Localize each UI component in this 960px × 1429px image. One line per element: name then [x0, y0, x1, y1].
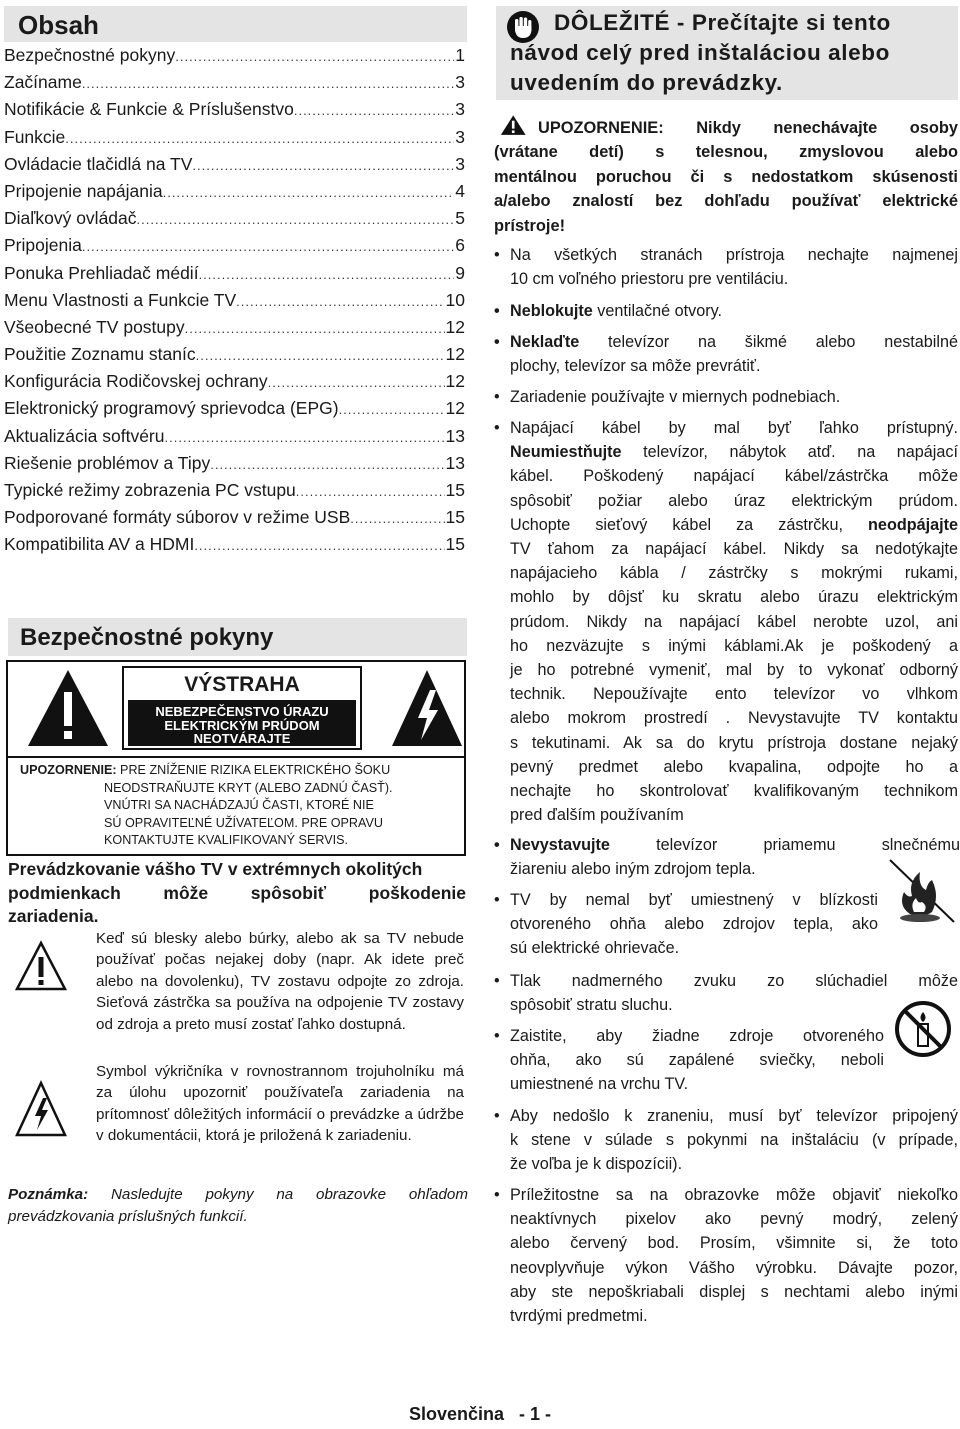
extreme-word: spôsobiť [250, 882, 327, 903]
toc-entry-page: 5 [455, 208, 465, 229]
toc-entry-title: Aktualizácia softvéru [4, 425, 165, 446]
toc-entry-title: Kompatibilita AV a HDMI [4, 534, 195, 555]
bullet-line: ventilačné otvory. [592, 302, 723, 320]
bullet-line: televízor priamemu slnečnému [609, 836, 960, 854]
toc-entry-page: 15 [445, 507, 465, 528]
toc-entry[interactable] [4, 232, 465, 259]
toc-entry-page: 12 [445, 316, 465, 337]
toc-entry-page: 12 [445, 371, 465, 392]
toc-entry-title: Elektronický programový sprievodca (EPG) [4, 398, 339, 419]
toc-dot-leader [82, 70, 454, 97]
toc-entry-page: 3 [455, 126, 465, 147]
toc-entry-title: Ovládacie tlačidlá na TV [4, 153, 193, 174]
symbol-paragraph: Symbol výkričníka v rovnostrannom trojuholníku má za úlohu upozorniť používateľa zariadenia na prítomnosť dôležitých informácií o prevádzke a údržbe v dokumentácii, ktorá je priložená k zariadeniu. [96, 1063, 464, 1145]
toc-entry-title: Bezpečnostné pokyny [4, 45, 176, 65]
bullet-line: 10 cm voľného priestoru pre ventiláciu. [510, 270, 789, 289]
bullet-list-item: • Príležitostne sa na obrazovke môže objaviť niekoľko neaktívnych pixelov ako pevný modrý, zelený alebo červený bod. Prosím, všimnite si, že toto neovplyvňuje výkon Vášho výrobku. Dávajte pozor, aby ste nepoškriabali displej s nechtami alebo inými tvrdými predmetmi. [494, 1183, 958, 1328]
bullet-line: televízor, nábytok atď. na napájací [621, 443, 958, 462]
no-heat-source-icon [884, 856, 958, 926]
toc-entry-title: Konfigurácia Rodičovskej ochrany [4, 371, 268, 392]
bullet-line: neovplyvňuje výkon Vášho výrobku. Dávajte pozor, [510, 1258, 958, 1277]
toc-dot-leader [296, 478, 445, 505]
caution-persons-paragraph [494, 116, 958, 238]
toc-entry-title: Diaľkový ovládač [4, 208, 137, 229]
exclamation-triangle-icon [26, 668, 110, 748]
toc-dot-leader [294, 97, 454, 124]
bullet-line: prúdom. Nikdy na napájací kábel nerobte uzol, ani [510, 612, 958, 631]
bullet-line: tvrdými predmetmi. [510, 1307, 648, 1326]
toc-entry-page: 1 [455, 45, 465, 65]
toc-entry-title: Všeobecné TV postupy [4, 316, 185, 337]
toc-entry[interactable] [4, 205, 465, 232]
bullet-line: že voľba je k dispozícii). [510, 1155, 683, 1174]
warning-label-top [8, 662, 464, 758]
important-line: uvedením do prevádzky. [510, 70, 783, 95]
caution-line: mentálnou poruchou či s nedostatkom skúsenosti [494, 167, 958, 186]
caution-line: UPOZORNENIE: Nikdy nenechávajte osoby [538, 119, 958, 137]
toc-entry[interactable] [4, 450, 465, 477]
toc-entry-page: 12 [445, 344, 465, 365]
bullet-line: Na všetkých stranách prístroja nechajte najmenej [510, 246, 958, 264]
caution-label: UPOZORNENIE: [20, 763, 117, 777]
toc-entry-title: Menu Vlastnosti a Funkcie TV [4, 289, 237, 310]
lightning-storm-paragraph: Keď sú blesky alebo búrky, alebo ak sa TV nebude používať počas nejakej doby (napr. Ak idete preč alebo na dovolenku), TV zostavu odpojte zo zdroja. Sieťová zástrčka sa používa na odpojenie TV zostavy od zdroja a preto musí zostať ľahko dostupná. [96, 930, 464, 1033]
bullet-bold: Neklaďte [510, 333, 580, 351]
bullet-line: TV by nemal byť umiestnený v blízkosti [510, 891, 878, 909]
warning-title-box [122, 666, 362, 750]
caution-line: prístroje! [494, 216, 566, 235]
bullet-line: žiareniu alebo iným zdrojom tepla. [510, 860, 756, 879]
warning-black-line: NEOTVÁRAJTE [193, 731, 291, 746]
bullet-line: Aby nedošlo k zraneniu, musí byť televízor pripojený [510, 1107, 958, 1125]
bullet-list-item: • Zariadenie používajte v miernych podnebiach. [494, 385, 958, 409]
toc-entry-title: Funkcie [4, 126, 66, 147]
toc-dot-leader [175, 43, 454, 70]
important-banner [496, 6, 958, 100]
caution-line: SÚ OPRAVITEĽNÉ UŽÍVATEĽOM. PRE OPRAVU [104, 815, 383, 830]
bullet-list-item: • TV by nemal byť umiestnený v blízkosti otvoreného ohňa alebo zdrojov tepla, ako sú elektrické ohrievače. [494, 888, 878, 961]
bullet-line: alebo mokrom prostredí . Nevystavujte TV kontaktu [510, 709, 958, 728]
important-line: DÔLEŽITÉ - Prečítajte si tento [554, 10, 891, 35]
warning-title: VÝSTRAHA [184, 673, 300, 696]
toc-entry-page: 3 [455, 99, 465, 120]
toc-dot-leader [196, 342, 445, 369]
bullet-line: ohňa, ako sú zapálené sviečky, neboli [510, 1051, 884, 1070]
extreme-word: poškodenie [368, 882, 466, 903]
toc-entry[interactable] [4, 178, 465, 205]
warning-black-panel [128, 700, 356, 746]
toc-dot-leader [194, 532, 444, 559]
bullet-list-item: • Neklaďte televízor na šikmé alebo nestabilné plochy, televízor sa môže prevrátiť. [494, 330, 958, 378]
caution-line: KONTAKTUJTE KVALIFIKOVANÝ SERVIS. [104, 833, 349, 848]
exclamation-outline-icon [14, 940, 68, 992]
bullet-line: ho nezväzujte s inými káblami.Ak je poškodený a [510, 636, 958, 655]
toc-entry[interactable] [4, 395, 465, 422]
toc-entry-page: 12 [445, 398, 465, 419]
bullet-line: Uchopte sieťový kábel za zástrčku, [510, 515, 869, 534]
lightning-triangle-icon [390, 668, 464, 748]
toc-dot-leader [350, 505, 444, 532]
caution-line: a/alebo znalostí bez dohľadu používať elektrické [494, 192, 958, 211]
important-line: návod celý pred inštaláciou alebo [510, 40, 890, 65]
toc-entry-title: Typické režimy zobrazenia PC vstupu [4, 480, 296, 500]
bullet-list-item: • Tlak nadmerného zvuku zo slúchadiel môže spôsobiť stratu sluchu. [494, 969, 958, 1017]
caution-line: PRE ZNÍŽENIE RIZIKA ELEKTRICKÉHO ŠOKU [116, 763, 391, 777]
bullet-bold: Neblokujte [510, 302, 593, 320]
warning-caution-text [20, 762, 460, 850]
note-label: Poznámka: [8, 1186, 89, 1203]
toc-entry-page: 3 [455, 153, 465, 174]
bullet-line: TV ťahom za napájací kábel. Nikdy sa nedotýkajte [510, 540, 958, 559]
toc-dot-leader [163, 179, 455, 206]
toc-entry[interactable] [4, 96, 465, 123]
bullet-line: napájacieho kábla / zástrčky s mokrými rukami, [510, 564, 958, 583]
bullet-line: s tekutinami. Ak sa do krytu prístroja dostane nejaký [510, 733, 958, 752]
toc-entry[interactable] [4, 151, 465, 178]
extreme-conditions-heading [8, 858, 466, 929]
page-footer: Slovenčina - 1 - [408, 1404, 552, 1424]
toc-entry-page: 13 [445, 425, 465, 446]
warning-black-line: ELEKTRICKÝM PRÚDOM [164, 717, 320, 733]
toc-heading: Obsah [4, 6, 467, 42]
bullet-line: aby ste nepoškriabali displej s nechtami alebo inými [510, 1282, 958, 1301]
table-of-contents [4, 42, 465, 559]
toc-dot-leader [268, 369, 445, 396]
bullet-line: je ho potrebné vymeniť, mal by to vykonať odborný [510, 661, 958, 680]
toc-dot-leader [185, 315, 445, 342]
bullet-list-item: • Zaistite, aby žiadne zdroje otvoreného ohňa, ako sú zapálené sviečky, neboli umiestnené na vrchu TV. [494, 1024, 884, 1097]
note-text: Nasledujte pokyny na obrazovke ohľadom prevádzkovania príslušných funkcií. [8, 1186, 468, 1225]
no-candle-icon [894, 1000, 952, 1058]
toc-dot-leader [339, 396, 445, 423]
bullet-line: Zariadenie používajte v miernych podnebiach. [510, 388, 841, 406]
toc-dot-leader [137, 206, 455, 233]
toc-entry[interactable] [4, 504, 465, 531]
extreme-line-justified [8, 882, 466, 906]
toc-entry-page: 6 [455, 235, 465, 256]
warning-label-box [6, 660, 466, 856]
toc-entry-page: 3 [455, 72, 465, 93]
toc-entry[interactable] [4, 69, 465, 96]
bullet-line: neaktívnych pixelov ako pevný modrý, zelený [510, 1210, 958, 1229]
bullet-line: Tlak nadmerného zvuku zo slúchadiel môže [510, 972, 958, 990]
toc-entry-page: 15 [445, 534, 465, 555]
toc-dot-leader [236, 288, 444, 315]
toc-entry-title: Začíname [4, 72, 82, 93]
bullet-line: Príležitostne sa na obrazovke môže objaviť niekoľko [510, 1186, 958, 1204]
toc-entry-page: 9 [455, 262, 465, 283]
bullet-list-item: • Aby nedošlo k zraneniu, musí byť televízor pripojený k stene v súlade s pokynmi na inštaláciu (v prípade, že voľba je k dispozícii). [494, 1104, 958, 1177]
bullet-list-item: • Nevystavujte televízor priamemu slnečnému žiareniu alebo iným zdrojom tepla. [494, 833, 874, 881]
toc-dot-leader [65, 125, 454, 152]
bullet-list-item: • Napájací kábel by mal byť ľahko prístupný. Neumiestňujte televízor, nábytok atď. na napájací kábel. Poškodený napájací kábel/zástrčka môže spôsobiť požiar alebo úraz elektrickým prúdom. Uchopte sieťový kábel za zástrčku, neodpájajte TV ťahom za napájací kábel. Nikdy sa nedotýkajte napájacieho kábla / zástrčky s mokrými rukami, mohlo by dôjsť ku skratu alebo úrazu elektrickým prúdom. Nikdy na napájací kábel nerobte uzol, ani ho nezväzujte s inými káblami.Ak je poškodený a je ho potrebné vymeniť, mal by to vykonať odborný technik. Nepoužívajte ento televízor vo vlhkom alebo mokrom prostredí . Nevystavujte TV kontaktu s tekutinami. Ak sa do krytu prístroja dostane nejaký pevný predmet alebo kvapalina, odpojte ho a nechajte ho skontrolovať kvalifikovaným technikom pred ďalším používaním [494, 416, 958, 827]
toc-entry[interactable] [4, 42, 465, 69]
bullet-line: nechajte ho skontrolovať kvalifikovaným technikom [510, 782, 958, 801]
toc-entry-title: Pripojenia [4, 235, 82, 256]
extreme-word: podmienkach [8, 882, 121, 903]
bullet-line: pevný predmet alebo kvapalina, odpojte ho a [510, 757, 958, 776]
bullet-line: sú elektrické ohrievače. [510, 939, 680, 958]
bullet-bold: neodpájajte [868, 515, 958, 534]
warning-black-line: NEBEZPEČENSTVO ÚRAZU [155, 704, 329, 719]
toc-entry[interactable] [4, 314, 465, 341]
toc-entry-title: Použitie Zoznamu staníc [4, 344, 196, 365]
toc-dot-leader [192, 152, 454, 179]
toc-entry[interactable] [4, 531, 465, 558]
toc-entry[interactable] [4, 124, 465, 151]
bullet-line: pred ďalším používaním [510, 806, 684, 825]
toc-entry-title: Podporované formáty súborov v režime USB [4, 507, 351, 528]
bullet-list-item: • Neblokujte ventilačné otvory. [494, 302, 723, 320]
toc-entry-title: Pripojenie napájania [4, 180, 163, 201]
toc-entry-page: 10 [445, 289, 465, 310]
bullet-bold: Neumiestňujte [510, 443, 622, 462]
bullet-line: k stene v súlade s pokynmi na inštaláciu (v prípade, [510, 1131, 958, 1150]
toc-dot-leader [165, 424, 445, 451]
bullet-line: otvoreného ohňa alebo zdrojov tepla, ako [510, 915, 878, 934]
toc-entry-title: Riešenie problémov a Tipy [4, 452, 211, 473]
toc-dot-leader [199, 261, 455, 288]
extreme-word: môže [163, 882, 209, 903]
toc-entry-title: Ponuka Prehliadač médií [4, 262, 199, 283]
extreme-line: Prevádzkovanie vášho TV v extrémnych okolitých [8, 859, 423, 879]
caution-line: (vrátane detí) s telesnou, zmyslovou alebo [494, 143, 958, 162]
safety-heading: Bezpečnostné pokyny [8, 618, 467, 656]
toc-dot-leader [210, 451, 444, 478]
caution-line: VNÚTRI SA NACHÁDZAJÚ ČASTI, KTORÉ NIE [104, 798, 374, 813]
toc-entry-title: Notifikácie & Funkcie & Príslušenstvo [4, 99, 294, 120]
bullet-line: kábel. Poškodený napájací kábel/zástrčka môže [510, 467, 958, 486]
bullet-line: televízor na šikmé alebo nestabilné [579, 333, 958, 351]
bullet-line: technik. Nepoužívajte ento televízor vo vlhkom [510, 685, 958, 704]
toc-entry[interactable] [4, 423, 465, 450]
toc-entry-page: 13 [445, 452, 465, 473]
caution-line: NEODSTRAŇUJTE KRYT (ALEBO ZADNÚ ČASŤ). [104, 780, 393, 795]
toc-entry[interactable] [4, 368, 465, 395]
bullet-line: plochy, televízor sa môže prevrátiť. [510, 357, 761, 376]
bullet-line: Napájací kábel by mal byť ľahko prístupný. [510, 419, 958, 437]
toc-entry[interactable] [4, 341, 465, 368]
toc-entry[interactable] [4, 287, 465, 314]
lightning-outline-icon [14, 1080, 68, 1138]
toc-dot-leader [82, 233, 454, 260]
bullet-line: Zaistite, aby žiadne zdroje otvoreného [510, 1027, 884, 1045]
bullet-line: spôsobiť stratu sluchu. [510, 996, 673, 1015]
toc-entry-page: 15 [445, 480, 465, 500]
bullet-list-item: • Na všetkých stranách prístroja nechajte najmenej 10 cm voľného priestoru pre ventiláciu. [494, 243, 958, 291]
bullet-line: alebo červený bod. Prosím, všimnite si, že toto [510, 1234, 958, 1253]
bullet-line: mohlo by dôjsť ku skratu alebo úrazu elektrickým [510, 588, 958, 607]
toc-entry[interactable] [4, 260, 465, 287]
toc-entry-page: 4 [455, 180, 465, 201]
note-paragraph [8, 1184, 468, 1228]
bullet-line: umiestnené na vrchu TV. [510, 1075, 689, 1094]
bullet-bold: Nevystavujte [510, 836, 610, 854]
bullet-line: spôsobiť požiar alebo úraz elektrickým prúdom. [510, 491, 958, 510]
extreme-line: zariadenia. [8, 906, 99, 926]
toc-entry[interactable] [4, 477, 465, 504]
